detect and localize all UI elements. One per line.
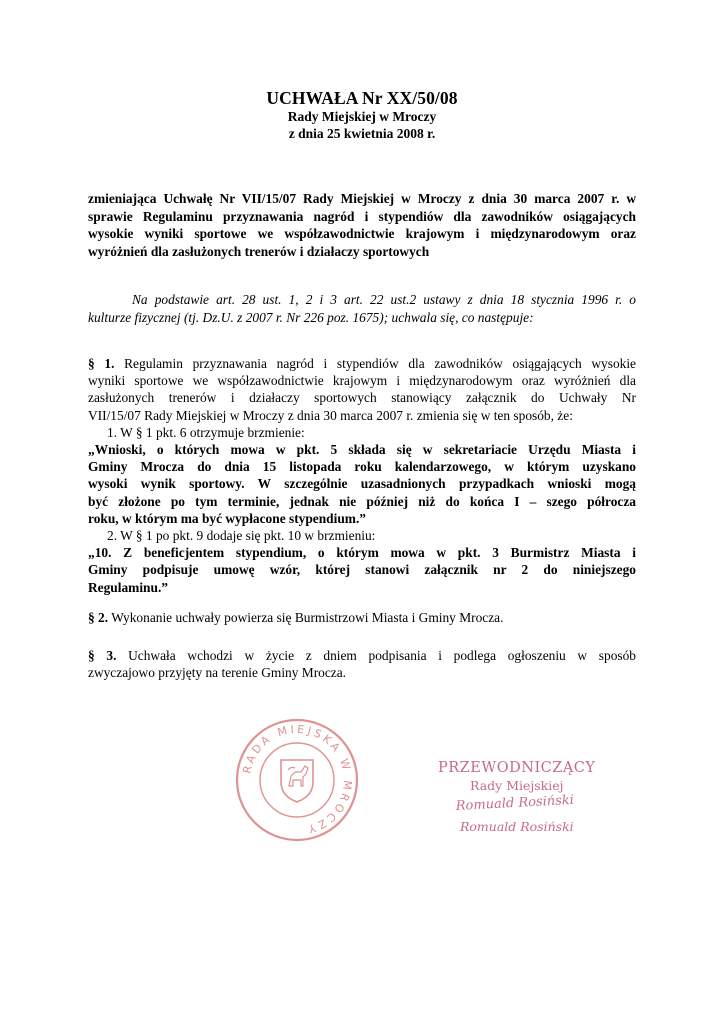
section-2-marker: § 2.	[88, 610, 109, 625]
subject-line: zmieniająca Uchwałę Nr VII/15/07 Rady Miejskiej w Mroczy z dnia 30 marca 2007 r. w	[88, 191, 636, 206]
section-3-first-line	[88, 647, 636, 664]
coat-of-arms-icon	[281, 760, 313, 802]
item-1-quote-line: być złożone po tym terminie, jednak nie później niż do końca I – szego półrocza	[88, 493, 636, 509]
resolution-subject	[88, 190, 636, 260]
section-2-text: Wykonanie uchwały powierza się Burmistrzowi Miasta i Gminy Mrocza.	[108, 610, 504, 625]
signature-issuer: Rady Miejskiej	[470, 778, 564, 793]
item-2-quote-line: „10. Z beneficjentem stypendium, o którym mowa w pkt. 3 Burmistrz Miasta i	[88, 545, 636, 561]
resolution-issuer: Rady Miejskiej w Mroczy	[287, 109, 437, 124]
signature-printed-name: Romuald Rosiński	[460, 819, 574, 834]
item-1-quote-line: wysoki wynik sportowy. W szczególnie uzasadnionych przypadkach wnioski mogą	[88, 476, 636, 492]
stamp-ring-text: RADA MIEJSKA W MROCZY	[240, 722, 355, 837]
section-1-marker: § 1.	[88, 356, 115, 371]
section-1	[88, 355, 636, 596]
council-stamp	[233, 716, 361, 844]
section-2-line	[88, 609, 636, 626]
section-1-first-line	[88, 355, 636, 372]
item-1-quote-line: Gminy Mrocza do dnia 15 listopada roku kalendarzowego, w którym uzyskano	[88, 459, 636, 475]
section-3-marker: § 3.	[88, 648, 117, 663]
resolution-title: UCHWAŁA Nr XX/50/08	[266, 88, 458, 108]
resolution-date: z dnia 25 kwietnia 2008 r.	[288, 126, 436, 141]
item-1-label: 1. W § 1 pkt. 6 otrzymuje brzmienie:	[107, 424, 305, 440]
item-2-label: 2. W § 1 po pkt. 9 dodaje się pkt. 10 w brzmieniu:	[107, 528, 376, 544]
section-1-intro-line: VII/15/07 Rady Miejskiej w Mroczy z dnia 30 marca 2007 r. zmienia się w ten sposób, że:	[88, 407, 573, 423]
item-2-quote-line: Regulaminu.”	[88, 579, 168, 595]
section-2	[88, 609, 636, 626]
section-3-text: Uchwała wchodzi w życie z dniem podpisania i podlega ogłoszeniu w sposób	[116, 648, 636, 663]
item-1-quote-line: roku, w którym ma być wypłacone stypendium.”	[88, 510, 366, 526]
subject-line: sprawie Regulaminu przyznawania nagród i stypendiów dla zawodników osiągających	[88, 208, 636, 224]
document-header	[0, 88, 724, 142]
subject-line: wyróżnień dla zasłużonych trenerów i działaczy sportowych	[88, 243, 430, 259]
item-1-quote-line: „Wnioski, o których mowa w pkt. 5 składa się w sekretariacie Urzędu Miasta i	[88, 442, 636, 458]
chairman-signature-block	[434, 752, 609, 842]
section-1-intro-line: zasłużonych trenerów i działaczy sportowych stanowiący załącznik do Uchwały Nr	[88, 390, 636, 406]
section-3	[88, 647, 636, 681]
section-3-second-line: zwyczajowo przyjęty na terenie Gminy Mrocza.	[88, 665, 347, 681]
subject-line: wysokie wyniki sportowe we współzawodnictwie krajowym i międzynarodowym oraz	[88, 226, 636, 241]
item-2-quote-line: Gminy podpisuje umowę wzór, której stanowi załącznik nr 2 do niniejszego	[88, 562, 636, 578]
legal-basis-line: kulturze fizycznej (tj. Dz.U. z 2007 r. Nr 226 poz. 1675); uchwala się, co następuje:	[88, 310, 534, 325]
legal-basis	[88, 291, 636, 327]
legal-basis-line: Na podstawie art. 28 ust. 1, 2 i 3 art. 22 ust.2 ustawy z dnia 18 stycznia 1996 r. o	[132, 292, 636, 307]
section-1-intro-line: wyniki sportowe we współzawodnictwie krajowym i międzynarodowym oraz wyróżnień dla	[88, 373, 636, 389]
section-1-intro-start: Regulamin przyznawania nagród i stypendiów dla zawodników osiągających wysokie	[114, 356, 636, 371]
signature-title: PRZEWODNICZĄCY	[438, 760, 596, 776]
handwritten-signature: Romuald Rosiński	[455, 792, 575, 814]
